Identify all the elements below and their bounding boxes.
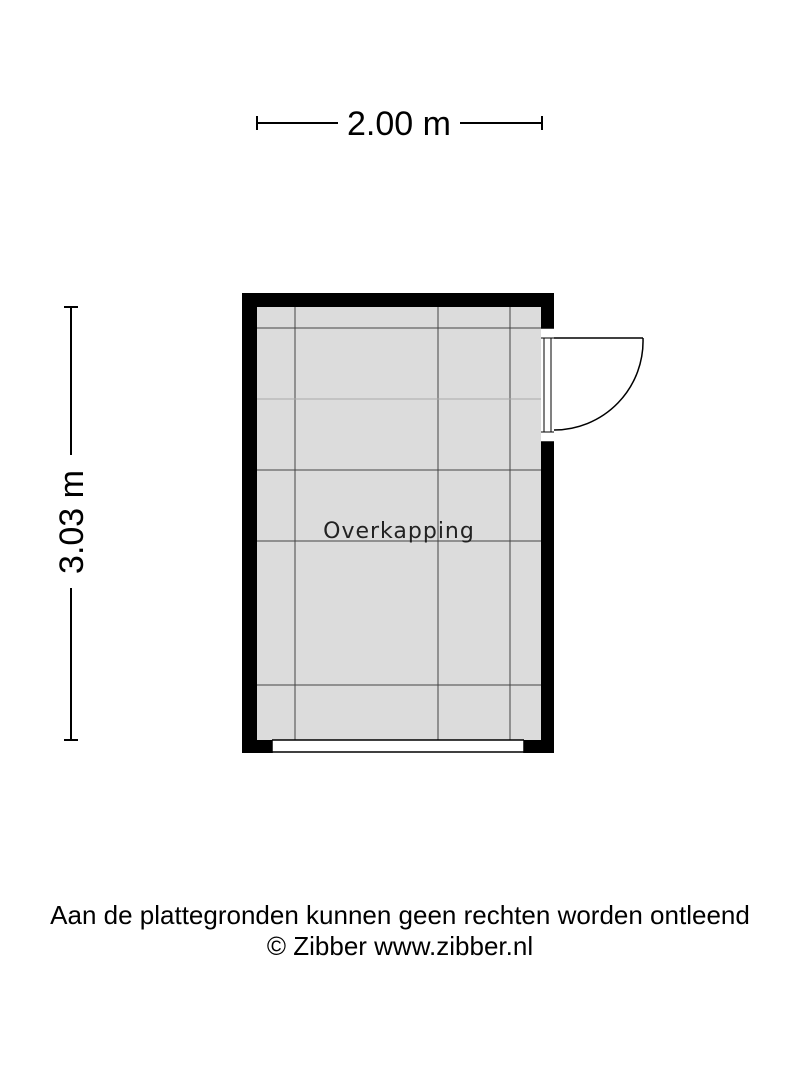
room-label: Overkapping [323, 519, 475, 544]
width-dimension-label: 2.00 m [347, 105, 451, 143]
height-dimension-label: 3.03 m [53, 470, 91, 574]
width-dimension [257, 105, 542, 143]
copyright-text: © Zibber www.zibber.nl [266, 931, 534, 961]
door [541, 328, 643, 442]
disclaimer-text: Aan de plattegronden kunnen geen rechten worden ontleend [50, 900, 750, 930]
height-dimension [53, 307, 91, 740]
bottom-opening [272, 740, 524, 753]
